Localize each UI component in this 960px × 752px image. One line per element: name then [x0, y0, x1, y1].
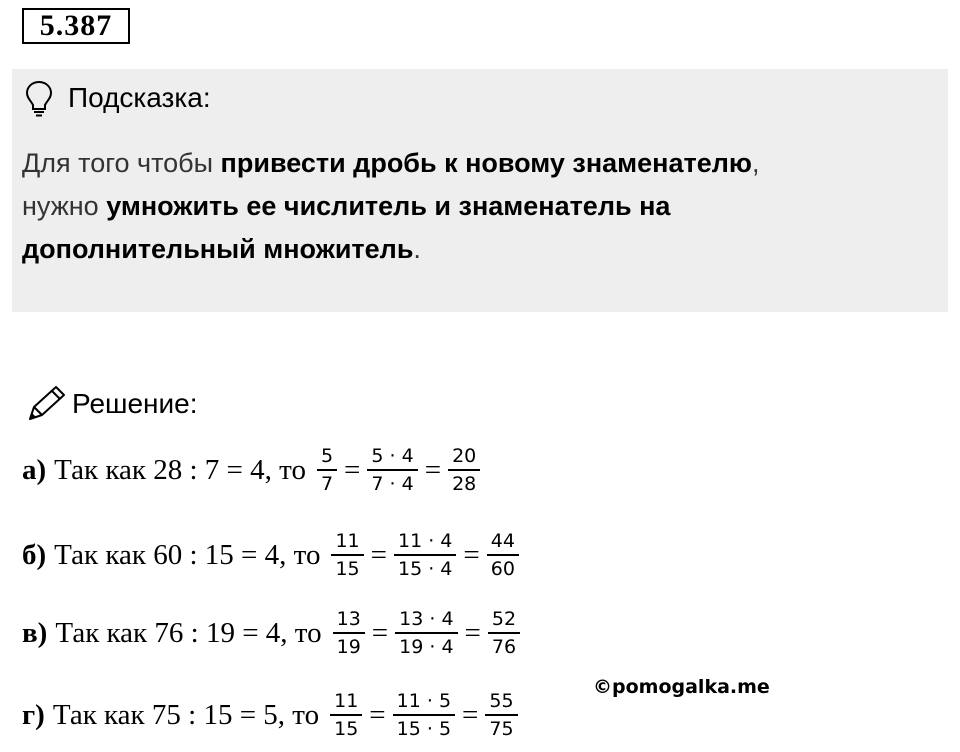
fraction-original: $\frac{11}{15}$ [331, 528, 363, 582]
fraction-original: $\frac{11}{15}$ [330, 688, 362, 742]
hint-segment: . [413, 234, 421, 264]
solution-item: а) Так как 28 : 7 = 4, то $\frac{5}{7}$ = $\frac{5 \cdot 4}{7 \cdot 4}$ = $\frac{20}{28}$ [22, 437, 483, 503]
hint-segment: , нужно [22, 148, 760, 221]
item-label: а) [22, 453, 47, 486]
hint-text [22, 142, 922, 271]
problem-number: 5.387 [22, 8, 130, 44]
fraction-multiplied: $\frac{13 \cdot 4}{19 \cdot 4}$ [395, 606, 457, 660]
item-text: Так как 28 : 7 = 4, то [54, 453, 306, 486]
item-text: Так как 60 : 15 = 4, то [54, 538, 321, 571]
item-text: Так как 76 : 19 = 4, то [55, 616, 322, 649]
hint-segment-bold: умножить ее числитель и знаменатель на дополнительный множитель [22, 191, 671, 264]
pencil-icon [24, 383, 68, 423]
fraction-result: $\frac{44}{60}$ [487, 528, 519, 582]
fraction-original: $\frac{5}{7}$ [317, 443, 337, 497]
fraction-original: $\frac{13}{19}$ [333, 606, 365, 660]
hint-title: Подсказка: [68, 82, 211, 113]
item-label: в) [22, 616, 48, 649]
item-label: г) [22, 698, 45, 731]
fraction-result: $\frac{20}{28}$ [448, 443, 480, 497]
fraction-result: $\frac{55}{75}$ [485, 688, 517, 742]
fraction-multiplied: $\frac{11 \cdot 5}{15 \cdot 5}$ [393, 688, 455, 742]
lightbulb-icon [24, 80, 54, 118]
watermark: ©pomogalka.me [593, 676, 770, 698]
fraction-result: $\frac{52}{76}$ [488, 606, 520, 660]
solution-item: в) Так как 76 : 19 = 4, то $\frac{13}{19}$ = $\frac{13 \cdot 4}{19 \cdot 4}$ = $\frac{52}{76}$ [22, 600, 523, 666]
solution-item: г) Так как 75 : 15 = 5, то $\frac{11}{15}$ = $\frac{11 \cdot 5}{15 \cdot 5}$ = $\frac{55}{75}$ [22, 682, 521, 748]
hint-segment: Для того чтобы [22, 148, 221, 178]
item-label: б) [22, 538, 47, 571]
fraction-multiplied: $\frac{5 \cdot 4}{7 \cdot 4}$ [367, 443, 417, 497]
fraction-multiplied: $\frac{11 \cdot 4}{15 \cdot 4}$ [394, 528, 456, 582]
solution-title: Решение: [72, 388, 198, 419]
hint-segment-bold: привести дробь к новому знаменателю [220, 148, 752, 178]
item-text: Так как 75 : 15 = 5, то [52, 698, 320, 731]
solution-item: б) Так как 60 : 15 = 4, то $\frac{11}{15}$ = $\frac{11 \cdot 4}{15 \cdot 4}$ = $\frac{44}{60}$ [22, 522, 522, 588]
